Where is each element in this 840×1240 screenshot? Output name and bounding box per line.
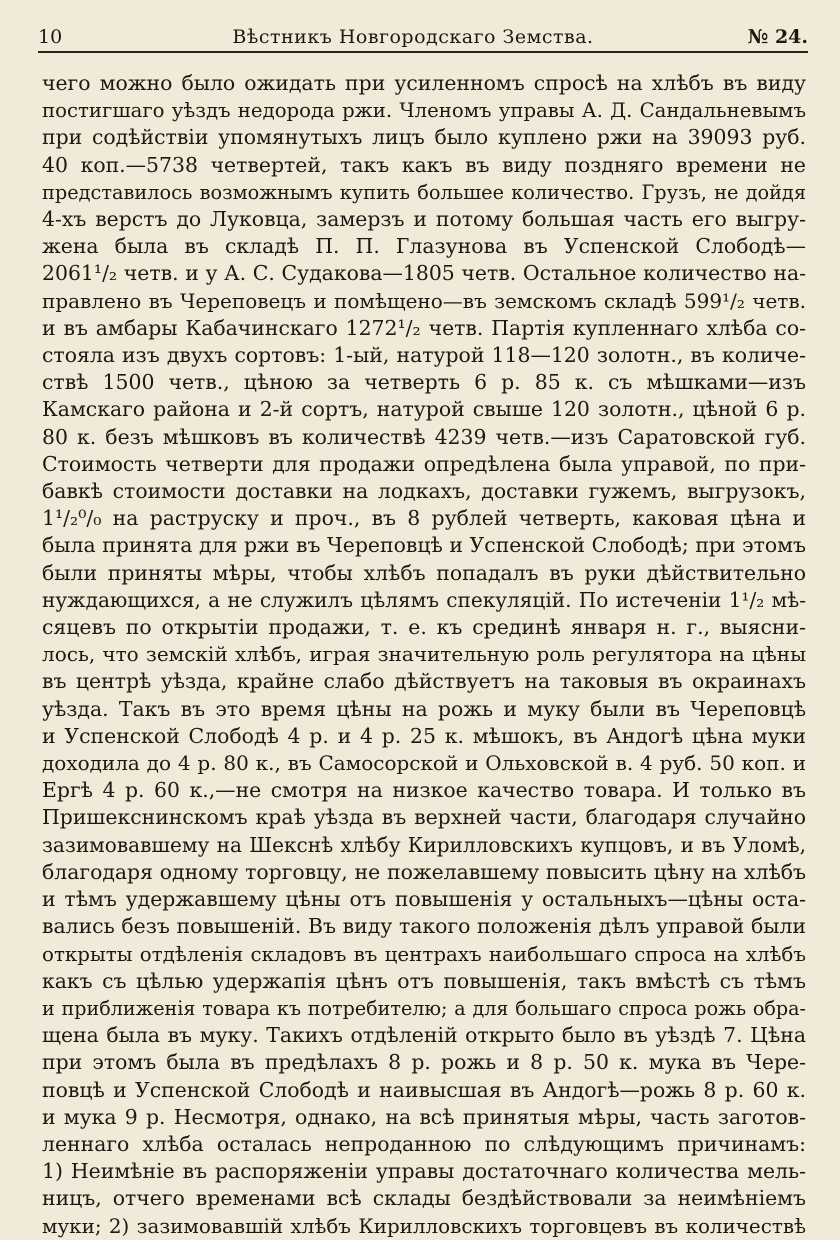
text-line: 1) Неимѣніе въ распоряженіи управы достаточнаго количества мель- [42, 1159, 806, 1184]
text-line: сяцевъ по открытіи продажи, т. е. къ срединѣ января н. г., выясни- [42, 615, 806, 640]
text-line: бавкѣ стоимости доставки на лодкахъ, доставки гужемъ, выгрузокъ, [42, 479, 806, 504]
text-line: ницъ, отчего временами всѣ склады бездѣйствовали за неимѣніемъ [42, 1186, 806, 1211]
text-line: и тѣмъ удержавшему цѣны отъ повышенія у остальныхъ—цѣны оста- [42, 887, 806, 912]
text-line: чего можно было ожидать при усиленномъ спросѣ на хлѣбъ въ виду [42, 71, 806, 95]
text-line: представилось возможнымъ купить большее количество. Грузъ, не дойдя [42, 180, 806, 204]
page-number: 10 [38, 26, 63, 48]
text-line: нуждающихся, а не служилъ цѣлямъ спекуляцій. По истеченіи 1¹/₂ мѣ- [42, 587, 806, 612]
text-line: Ергѣ 4 р. 60 к.,—не смотря на низкое качество товара. И только въ [42, 778, 806, 803]
text-line: жена была въ складѣ П. П. Глазунова въ Успенской Слободѣ— [42, 234, 806, 259]
running-title: Вѣстникъ Новгородскаго Земства. [232, 26, 594, 48]
header-rule [38, 51, 808, 53]
issue-number: № 24. [747, 26, 808, 48]
text-line: леннаго хлѣба осталась непроданною по слѣдующимъ причинамъ: [42, 1131, 806, 1156]
text-line: и мука 9 р. Несмотря, однако, на всѣ принятыя мѣры, часть заготов- [42, 1104, 806, 1129]
page-header [38, 20, 808, 48]
text-line: и Успенской Слободѣ 4 р. и 4 р. 25 к. мѣшокъ, въ Андогѣ цѣна муки [42, 723, 806, 748]
text-line: повцѣ и Успенской Слободѣ и наивысшая въ Андогѣ—рожь 8 р. 60 к. [42, 1077, 806, 1102]
text-line: лось, что земскій хлѣбъ, играя значительную роль регулятора на цѣны [42, 642, 806, 667]
text-line: правлено въ Череповецъ и помѣщено—въ земскомъ складѣ 599¹/₂ четв. [42, 288, 806, 313]
text-line: благодаря одному торговцу, не пожелавшему повысить цѣну на хлѣбъ [42, 859, 806, 884]
text-line: и въ амбары Кабачинскаго 1272¹/₂ четв. Партія купленнаго хлѣба со- [42, 315, 806, 340]
text-line: открыты отдѣленія складовъ въ центрахъ наибольшаго спроса на хлѣбъ [42, 942, 806, 966]
text-line: вались безъ повышеній. Въ виду такого положенія дѣлъ управой были [42, 914, 806, 939]
text-line: постигшаго уѣздъ недорода ржи. Членомъ управы А. Д. Сандальневымъ [42, 99, 806, 123]
text-line: 1¹/₂⁰/₀ на раструску и проч., въ 8 рублей четверть, каковая цѣна и [42, 506, 806, 531]
text-line: была принята для ржи въ Череповцѣ и Успенской Слободѣ; при этомъ [42, 533, 806, 558]
text-line: стояла изъ двухъ сортовъ: 1-ый, натурой 118—120 золотн., въ количе- [42, 343, 806, 368]
text-line: 80 к. безъ мѣшковъ въ количествѣ 4239 четв.—изъ Саратовской губ. [42, 424, 806, 449]
text-line: Пришекснинскомъ краѣ уѣзда въ верхней части, благодаря случайно [42, 805, 806, 830]
text-line: щена была въ муку. Такихъ отдѣленій открыто было въ уѣздѣ 7. Цѣна [42, 1023, 806, 1048]
text-line: и приближенія товара къ потребителю; а для большаго спроса рожь обра- [42, 996, 806, 1020]
text-line: при этомъ была въ предѣлахъ 8 р. рожь и 8 р. 50 к. мука въ Чере- [42, 1050, 806, 1075]
text-line: 4-хъ верстъ до Луковца, замерзъ и потому большая часть его выгру- [42, 207, 806, 232]
text-line: 2061¹/₂ четв. и у А. С. Судакова—1805 четв. Остальное количество на- [42, 261, 806, 286]
text-line: какъ съ цѣлью удержапія цѣнъ отъ повышенія, такъ вмѣстѣ съ тѣмъ [42, 968, 806, 993]
text-line: при содѣйствіи упомянутыхъ лицъ было куплено ржи на 39093 руб. [42, 125, 806, 150]
text-line: муки; 2) зазимовавшій хлѣбъ Кирилловскихъ торговцевъ въ количествѣ [42, 1214, 806, 1238]
text-line: Стоимость четверти для продажи опредѣлена была управой, по при- [42, 451, 806, 476]
text-line: ствѣ 1500 четв., цѣною за четверть 6 р. 85 к. съ мѣшками—изъ [42, 370, 806, 395]
text-line: доходила до 4 р. 80 к., въ Самосорской и Ольховской в. 4 руб. 50 коп. и [42, 751, 806, 776]
text-line: были приняты мѣры, чтобы хлѣбъ попадалъ въ руки дѣйствительно [42, 560, 806, 585]
body-text [42, 70, 806, 1240]
text-line: уѣзда. Такъ въ это время цѣны на рожь и муку были въ Череповцѣ [42, 696, 806, 721]
text-line: зазимовавшему на Шекснѣ хлѣбу Кирилловскихъ купцовъ, и въ Уломѣ, [42, 832, 806, 857]
text-line: 40 коп.—5738 четвертей, такъ какъ въ виду поздняго времени не [42, 152, 806, 177]
text-line: въ центрѣ уѣзда, крайне слабо дѣйствуетъ на таковыя въ окраинахъ [42, 669, 806, 694]
text-line: Камскаго района и 2-й сортъ, натурой свыше 120 золотн., цѣной 6 р. [42, 397, 806, 422]
